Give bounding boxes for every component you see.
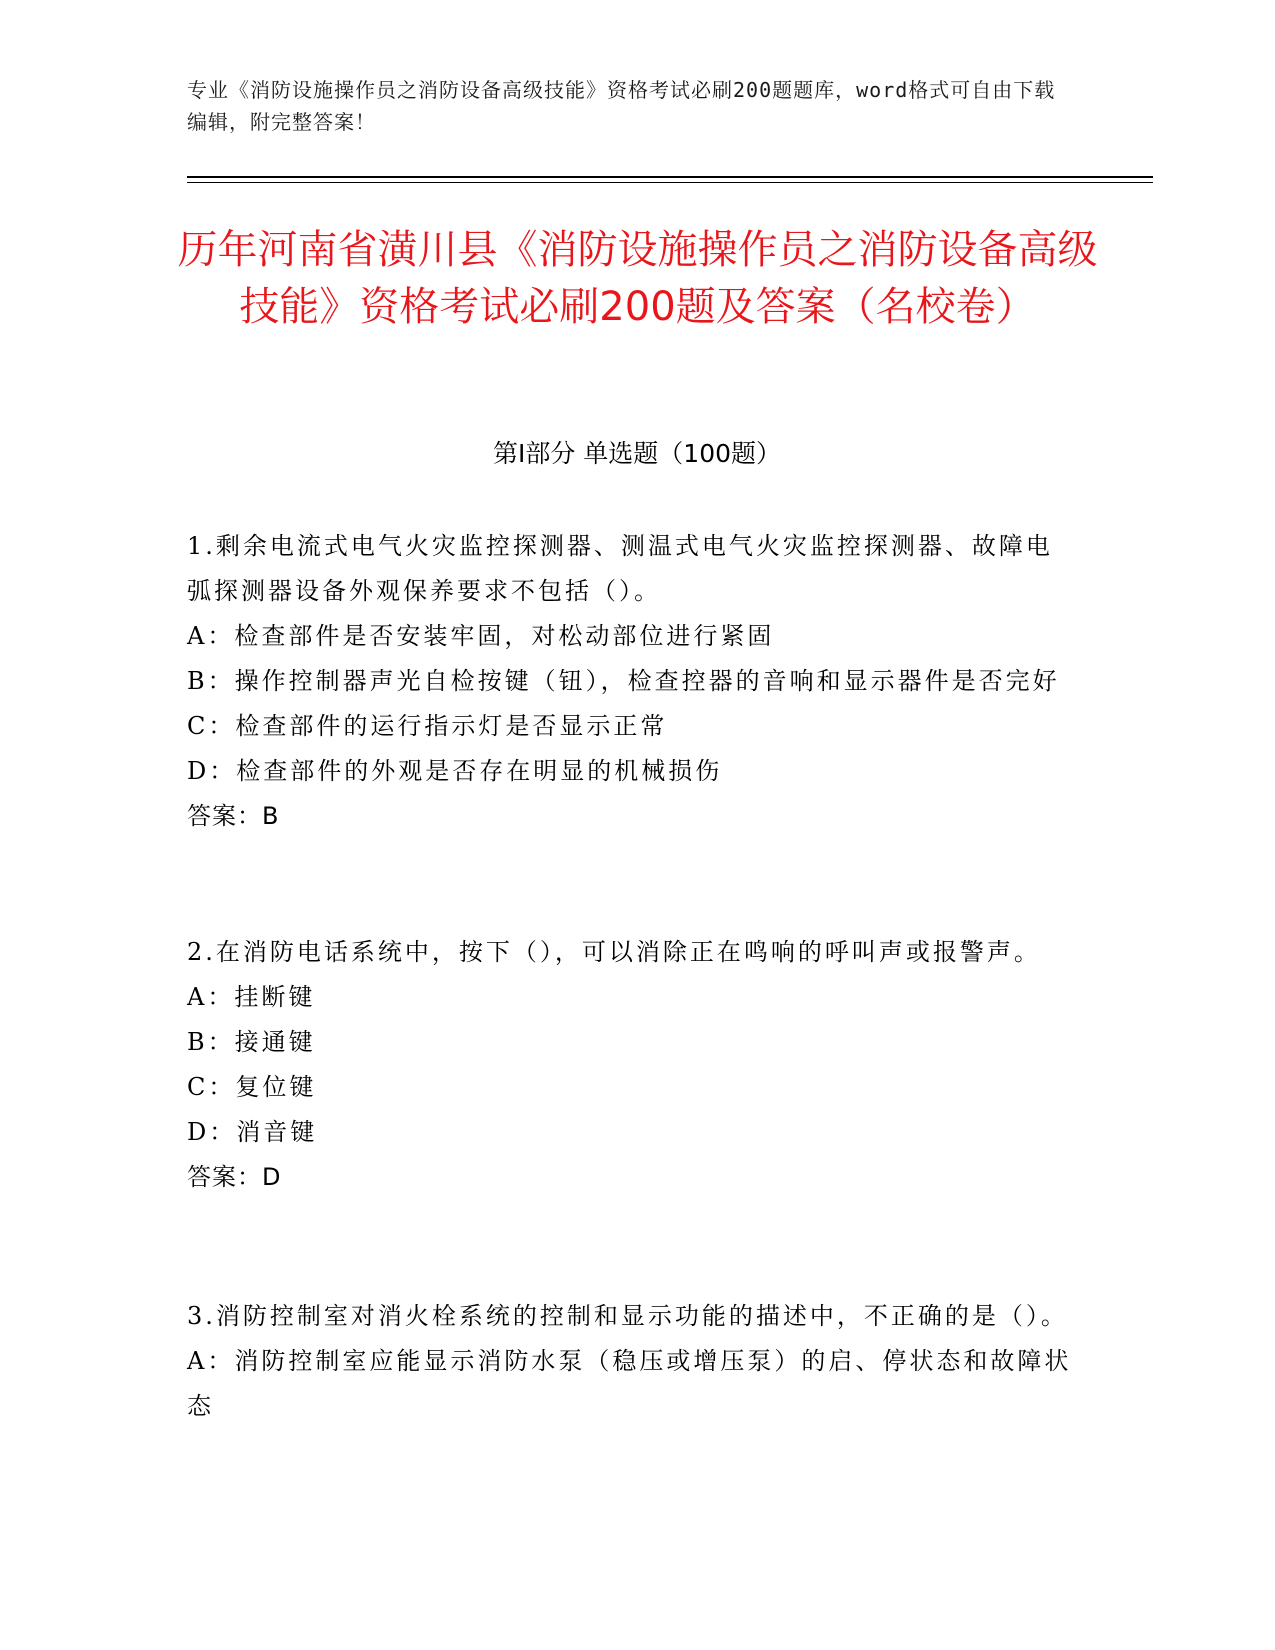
document-title: 历年河南省潢川县《消防设施操作员之消防设备高级技能》资格考试必刷200题及答案（名校卷）	[177, 227, 1098, 330]
option-b: B：操作控制器声光自检按键（钮），检查控器的音响和显示器件是否完好	[187, 667, 1060, 695]
option-a: A：检查部件是否安装牢固，对松动部位进行紧固	[187, 622, 775, 650]
header-divider-thick	[187, 176, 1153, 178]
question-stem: 3.消防控制室对消火栓系统的控制和显示功能的描述中，不正确的是（）。	[187, 1302, 1068, 1330]
option-c: C：复位键	[187, 1073, 317, 1101]
question-1	[187, 524, 1077, 839]
option-d: D：检查部件的外观是否存在明显的机械损伤	[187, 757, 723, 785]
question-3	[187, 1294, 1077, 1429]
answer: 答案：D	[187, 1163, 282, 1191]
header-divider-thin	[187, 182, 1153, 183]
option-a: A：消防控制室应能显示消防水泵（稳压或增压泵）的启、停状态和故障状态	[187, 1347, 1072, 1420]
option-a: A：挂断键	[187, 983, 316, 1011]
answer: 答案：B	[187, 802, 280, 830]
question-stem: 1.剩余电流式电气火灾监控探测器、测温式电气火灾监控探测器、故障电弧探测器设备外观保养要求不包括（）。	[187, 532, 1053, 605]
header-note: 专业《消防设施操作员之消防设备高级技能》资格考试必刷200题题库，word格式可自由下载编辑，附完整答案！	[187, 78, 1056, 134]
section-heading: 第Ⅰ部分 单选题（100题）	[492, 439, 782, 468]
option-b: B：接通键	[187, 1028, 316, 1056]
option-c: C：检查部件的运行指示灯是否显示正常	[187, 712, 668, 740]
question-stem: 2.在消防电话系统中，按下（），可以消除正在鸣响的呼叫声或报警声。	[187, 938, 1041, 966]
option-d: D：消音键	[187, 1118, 318, 1146]
question-2	[187, 930, 1077, 1200]
